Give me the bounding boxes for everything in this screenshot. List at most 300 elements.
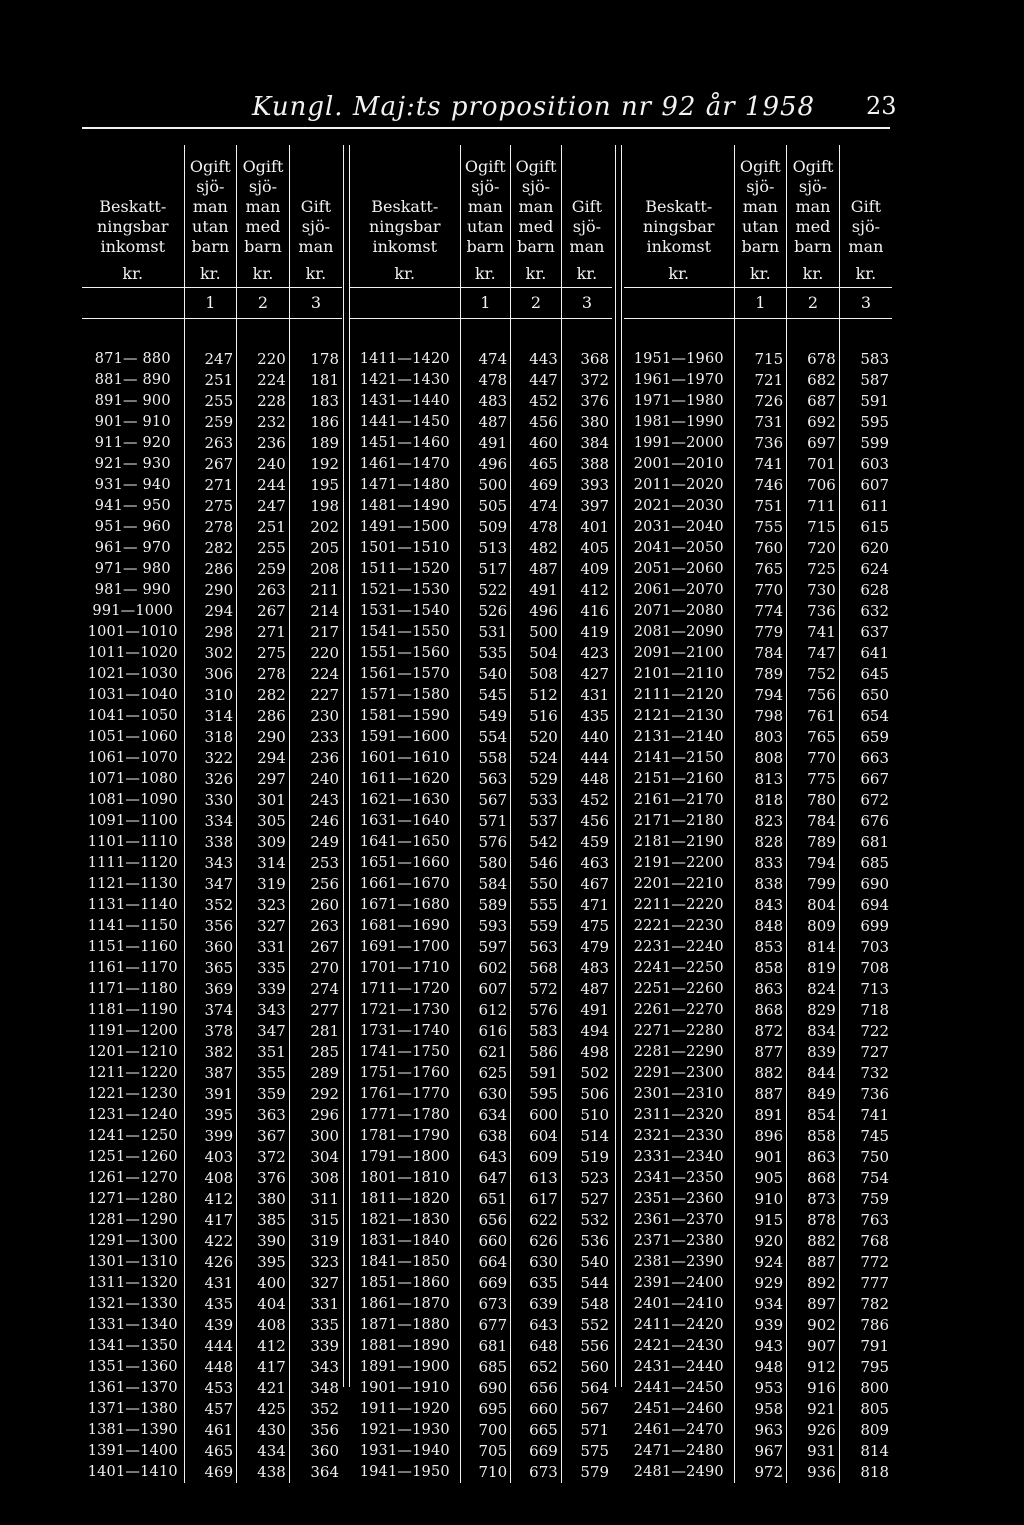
income-range-cell: 1281—1290 bbox=[82, 1210, 184, 1231]
income-range-cell: 2411—2420 bbox=[624, 1315, 734, 1336]
unmarried-no-children-cell: 302 bbox=[184, 643, 237, 664]
spacer-cell bbox=[460, 319, 511, 350]
unmarried-no-children-cell: 263 bbox=[184, 433, 237, 454]
table-row bbox=[350, 1273, 612, 1294]
income-range-cell: 2111—2120 bbox=[624, 685, 734, 706]
married-cell: 214 bbox=[310, 602, 339, 620]
table-row bbox=[624, 832, 892, 853]
married-header-line: man bbox=[298, 237, 334, 256]
unmarried-with-children-cell: 314 bbox=[237, 853, 290, 874]
table-row bbox=[82, 1336, 342, 1357]
married-cell: 818 bbox=[860, 1463, 889, 1481]
income-range-cell: 2331—2340 bbox=[624, 1147, 734, 1168]
unmarried-with-children-cell: 537 bbox=[511, 811, 562, 832]
married-cell: 736 bbox=[860, 1085, 889, 1103]
unmarried-no-children-cell: 360 bbox=[184, 937, 237, 958]
married-cell: 663 bbox=[860, 749, 889, 767]
table-row bbox=[350, 1105, 612, 1126]
unit-row bbox=[624, 261, 892, 288]
married-cell: 548 bbox=[580, 1295, 609, 1313]
married-cell: 514 bbox=[580, 1127, 609, 1145]
unmarried-no-children-cell: 813 bbox=[734, 769, 787, 790]
unmarried-no-children-cell: 621 bbox=[460, 1042, 511, 1063]
table-row bbox=[624, 1399, 892, 1420]
unmarried-with-children-cell: 491 bbox=[511, 580, 562, 601]
unmarried-with-children-cell: 916 bbox=[787, 1378, 840, 1399]
married-cell: 448 bbox=[580, 770, 609, 788]
married-cell: 575 bbox=[580, 1442, 609, 1460]
unmarried-no-children-cell: 705 bbox=[460, 1441, 511, 1462]
unmarried-with-children-cell: 447 bbox=[511, 370, 562, 391]
unmarried-no-children-cell: 755 bbox=[734, 517, 787, 538]
table-row bbox=[82, 1021, 342, 1042]
unmarried-no-children-cell: 607 bbox=[460, 979, 511, 1000]
income-range-cell: 1991—2000 bbox=[624, 433, 734, 454]
unmarried-with-children-header-line: barn bbox=[794, 237, 832, 256]
table-row bbox=[82, 1042, 342, 1063]
unmarried-with-children-cell: 294 bbox=[237, 748, 290, 769]
income-range-cell: 1271—1280 bbox=[82, 1189, 184, 1210]
unmarried-no-children-cell: 789 bbox=[734, 664, 787, 685]
unmarried-with-children-cell: 794 bbox=[787, 853, 840, 874]
unmarried-no-children-cell: 929 bbox=[734, 1273, 787, 1294]
income-header bbox=[82, 145, 184, 261]
income-range-cell: 1821—1830 bbox=[350, 1210, 460, 1231]
income-range-cell: 1091—1100 bbox=[82, 811, 184, 832]
married-cell: 681 bbox=[860, 833, 889, 851]
table-row bbox=[82, 1357, 342, 1378]
table-row bbox=[82, 517, 342, 538]
unmarried-no-children-cell: 399 bbox=[184, 1126, 237, 1147]
unmarried-no-children-cell: 448 bbox=[184, 1357, 237, 1378]
income-range-cell: 1181—1190 bbox=[82, 1000, 184, 1021]
unmarried-no-children-cell: 887 bbox=[734, 1084, 787, 1105]
unmarried-with-children-cell: 244 bbox=[237, 475, 290, 496]
unmarried-with-children-cell: 687 bbox=[787, 391, 840, 412]
unmarried-with-children-cell: 814 bbox=[787, 937, 840, 958]
unmarried-with-children-cell: 412 bbox=[237, 1336, 290, 1357]
unmarried-no-children-cell: 478 bbox=[460, 370, 511, 391]
unmarried-with-children-header-line: med bbox=[795, 217, 831, 236]
income-range-cell: 1611—1620 bbox=[350, 769, 460, 790]
married-header-line: Gift bbox=[850, 197, 882, 216]
married-cell: 805 bbox=[860, 1400, 889, 1418]
table-row bbox=[624, 1042, 892, 1063]
table-row bbox=[82, 475, 342, 496]
unmarried-with-children-header-line: med bbox=[245, 217, 281, 236]
married-cell: 224 bbox=[310, 665, 339, 683]
table-row bbox=[350, 958, 612, 979]
table-row bbox=[624, 916, 892, 937]
unmarried-no-children-cell: 948 bbox=[734, 1357, 787, 1378]
unmarried-with-children-cell: 586 bbox=[511, 1042, 562, 1063]
block-separator bbox=[615, 145, 622, 1387]
table-row bbox=[350, 1294, 612, 1315]
income-range-cell: 1941—1950 bbox=[350, 1462, 460, 1483]
unmarried-with-children-cell: 478 bbox=[511, 517, 562, 538]
unmarried-with-children-cell: 504 bbox=[511, 643, 562, 664]
married-cell: 431 bbox=[580, 686, 609, 704]
income-range-cell: 2001—2010 bbox=[624, 454, 734, 475]
unmarried-no-children-cell: 910 bbox=[734, 1189, 787, 1210]
table-row bbox=[350, 433, 612, 454]
unmarried-with-children-cell: 868 bbox=[787, 1168, 840, 1189]
unit-label: kr. bbox=[350, 261, 460, 288]
table-row bbox=[82, 454, 342, 475]
unmarried-no-children-header-line: barn bbox=[191, 237, 230, 256]
income-range-cell: 951— 960 bbox=[82, 517, 184, 538]
unmarried-with-children-cell: 434 bbox=[237, 1441, 290, 1462]
unmarried-with-children-cell: 849 bbox=[787, 1084, 840, 1105]
income-range-cell: 2191—2200 bbox=[624, 853, 734, 874]
unmarried-with-children-cell: 520 bbox=[511, 727, 562, 748]
unmarried-with-children-cell: 327 bbox=[237, 916, 290, 937]
married-cell: 676 bbox=[860, 812, 889, 830]
income-range-cell: 891— 900 bbox=[82, 391, 184, 412]
income-range-cell: 2351—2360 bbox=[624, 1189, 734, 1210]
unmarried-no-children-cell: 731 bbox=[734, 412, 787, 433]
unmarried-with-children-cell: 390 bbox=[237, 1231, 290, 1252]
table-row bbox=[82, 1063, 342, 1084]
married-cell: 459 bbox=[580, 833, 609, 851]
table-row bbox=[624, 664, 892, 685]
income-range-cell: 2321—2330 bbox=[624, 1126, 734, 1147]
unmarried-with-children-cell: 720 bbox=[787, 538, 840, 559]
table-row bbox=[82, 979, 342, 1000]
income-range-cell: 1521—1530 bbox=[350, 580, 460, 601]
married-cell: 198 bbox=[310, 497, 339, 515]
unmarried-with-children-cell: 761 bbox=[787, 706, 840, 727]
unmarried-with-children-cell: 335 bbox=[237, 958, 290, 979]
married-cell: 645 bbox=[860, 665, 889, 683]
married-cell: 599 bbox=[860, 434, 889, 452]
married-cell: 211 bbox=[310, 581, 339, 599]
income-range-cell: 2471—2480 bbox=[624, 1441, 734, 1462]
unmarried-no-children-cell: 669 bbox=[460, 1273, 511, 1294]
unmarried-with-children-cell: 474 bbox=[511, 496, 562, 517]
married-cell: 364 bbox=[310, 1463, 339, 1481]
unmarried-no-children-cell: 808 bbox=[734, 748, 787, 769]
income-range-cell: 2391—2400 bbox=[624, 1273, 734, 1294]
table-row bbox=[350, 1147, 612, 1168]
unmarried-no-children-cell: 784 bbox=[734, 643, 787, 664]
unmarried-no-children-cell: 374 bbox=[184, 1000, 237, 1021]
unit-label: kr. bbox=[82, 261, 184, 288]
unmarried-no-children-cell: 505 bbox=[460, 496, 511, 517]
unmarried-no-children-cell: 905 bbox=[734, 1168, 787, 1189]
table-row bbox=[82, 1273, 342, 1294]
column-number-blank bbox=[82, 288, 184, 319]
unmarried-with-children-cell: 259 bbox=[237, 559, 290, 580]
table-row bbox=[350, 622, 612, 643]
unmarried-no-children-cell: 853 bbox=[734, 937, 787, 958]
income-range-cell: 961— 970 bbox=[82, 538, 184, 559]
married-cell: 571 bbox=[580, 1421, 609, 1439]
unmarried-with-children-cell: 482 bbox=[511, 538, 562, 559]
married-cell: 384 bbox=[580, 434, 609, 452]
married-cell: 632 bbox=[860, 602, 889, 620]
married-cell: 405 bbox=[580, 539, 609, 557]
married-cell: 672 bbox=[860, 791, 889, 809]
unmarried-no-children-cell: 943 bbox=[734, 1336, 787, 1357]
column-number-blank bbox=[624, 288, 734, 319]
income-range-cell: 1931—1940 bbox=[350, 1441, 460, 1462]
unmarried-with-children-cell: 591 bbox=[511, 1063, 562, 1084]
unmarried-with-children-cell: 465 bbox=[511, 454, 562, 475]
unmarried-with-children-cell: 224 bbox=[237, 370, 290, 391]
unmarried-with-children-cell: 331 bbox=[237, 937, 290, 958]
unmarried-no-children-header-line: Ogift bbox=[739, 157, 781, 176]
unit-row bbox=[82, 261, 342, 288]
unmarried-with-children-cell: 711 bbox=[787, 496, 840, 517]
income-range-cell: 1951—1960 bbox=[624, 349, 734, 370]
unmarried-no-children-cell: 271 bbox=[184, 475, 237, 496]
married-cell: 440 bbox=[580, 728, 609, 746]
married-cell: 356 bbox=[310, 1421, 339, 1439]
unmarried-with-children-cell: 460 bbox=[511, 433, 562, 454]
unmarried-with-children-cell: 421 bbox=[237, 1378, 290, 1399]
married-cell: 595 bbox=[860, 413, 889, 431]
married-cell: 419 bbox=[580, 623, 609, 641]
income-range-cell: 1361—1370 bbox=[82, 1378, 184, 1399]
unmarried-with-children-cell: 741 bbox=[787, 622, 840, 643]
unmarried-no-children-cell: 634 bbox=[460, 1105, 511, 1126]
unmarried-with-children-cell: 550 bbox=[511, 874, 562, 895]
income-range-cell: 1331—1340 bbox=[82, 1315, 184, 1336]
table-row bbox=[350, 811, 612, 832]
income-header-line: Beskatt- bbox=[99, 197, 167, 216]
married-cell: 186 bbox=[310, 413, 339, 431]
income-range-cell: 1461—1470 bbox=[350, 454, 460, 475]
married-cell: 285 bbox=[310, 1043, 339, 1061]
table-row bbox=[350, 1441, 612, 1462]
column-number: 2 bbox=[237, 288, 290, 319]
married-cell: 607 bbox=[860, 476, 889, 494]
table-row bbox=[350, 1315, 612, 1336]
table-row bbox=[350, 664, 612, 685]
unmarried-no-children-cell: 417 bbox=[184, 1210, 237, 1231]
married-cell: 339 bbox=[310, 1337, 339, 1355]
unmarried-with-children-cell: 251 bbox=[237, 517, 290, 538]
unmarried-no-children-cell: 828 bbox=[734, 832, 787, 853]
table-row bbox=[350, 1252, 612, 1273]
unmarried-no-children-header bbox=[734, 145, 787, 261]
unmarried-no-children-cell: 387 bbox=[184, 1063, 237, 1084]
unmarried-no-children-cell: 625 bbox=[460, 1063, 511, 1084]
income-header-line: inkomst bbox=[646, 237, 712, 256]
unmarried-with-children-cell: 780 bbox=[787, 790, 840, 811]
spacer-cell bbox=[787, 319, 840, 350]
married-cell: 236 bbox=[310, 749, 339, 767]
married-cell: 809 bbox=[860, 1421, 889, 1439]
unmarried-no-children-cell: 391 bbox=[184, 1084, 237, 1105]
unmarried-no-children-cell: 882 bbox=[734, 1063, 787, 1084]
table-row bbox=[624, 370, 892, 391]
married-cell: 220 bbox=[310, 644, 339, 662]
income-range-cell: 2271—2280 bbox=[624, 1021, 734, 1042]
unmarried-with-children-cell: 736 bbox=[787, 601, 840, 622]
income-range-cell: 2211—2220 bbox=[624, 895, 734, 916]
unmarried-with-children-cell: 351 bbox=[237, 1042, 290, 1063]
unmarried-no-children-cell: 770 bbox=[734, 580, 787, 601]
unmarried-no-children-cell: 408 bbox=[184, 1168, 237, 1189]
unmarried-no-children-cell: 571 bbox=[460, 811, 511, 832]
income-range-cell: 2481—2490 bbox=[624, 1462, 734, 1483]
unmarried-with-children-cell: 648 bbox=[511, 1336, 562, 1357]
unmarried-no-children-cell: 526 bbox=[460, 601, 511, 622]
unmarried-no-children-cell: 457 bbox=[184, 1399, 237, 1420]
unmarried-with-children-header-line: man bbox=[795, 197, 831, 216]
table-row bbox=[350, 412, 612, 433]
unmarried-with-children-cell: 278 bbox=[237, 664, 290, 685]
income-range-cell: 1831—1840 bbox=[350, 1231, 460, 1252]
table-row bbox=[624, 748, 892, 769]
table-row bbox=[350, 643, 612, 664]
unmarried-no-children-cell: 403 bbox=[184, 1147, 237, 1168]
table-row bbox=[350, 874, 612, 895]
married-cell: 178 bbox=[310, 350, 339, 368]
married-cell: 611 bbox=[860, 497, 889, 515]
unmarried-no-children-cell: 412 bbox=[184, 1189, 237, 1210]
table-row bbox=[82, 727, 342, 748]
married-cell: 423 bbox=[580, 644, 609, 662]
married-cell: 452 bbox=[580, 791, 609, 809]
unmarried-no-children-cell: 326 bbox=[184, 769, 237, 790]
unmarried-no-children-cell: 915 bbox=[734, 1210, 787, 1231]
table-row bbox=[624, 1252, 892, 1273]
unmarried-with-children-cell: 297 bbox=[237, 769, 290, 790]
table-row bbox=[624, 1378, 892, 1399]
unmarried-with-children-cell: 430 bbox=[237, 1420, 290, 1441]
unmarried-no-children-header-line: utan bbox=[742, 217, 779, 236]
unmarried-with-children-cell: 643 bbox=[511, 1315, 562, 1336]
unmarried-no-children-cell: 774 bbox=[734, 601, 787, 622]
unmarried-with-children-cell: 692 bbox=[787, 412, 840, 433]
income-range-cell: 1241—1250 bbox=[82, 1126, 184, 1147]
table-row bbox=[82, 874, 342, 895]
table-row bbox=[624, 433, 892, 454]
spacer-cell bbox=[561, 319, 612, 350]
married-cell: 532 bbox=[580, 1211, 609, 1229]
table-row bbox=[350, 1168, 612, 1189]
unmarried-with-children-cell: 912 bbox=[787, 1357, 840, 1378]
unmarried-with-children-cell: 673 bbox=[511, 1462, 562, 1483]
unmarried-no-children-cell: 509 bbox=[460, 517, 511, 538]
married-cell: 527 bbox=[580, 1190, 609, 1208]
married-cell: 567 bbox=[580, 1400, 609, 1418]
income-range-cell: 1881—1890 bbox=[350, 1336, 460, 1357]
married-cell: 181 bbox=[310, 371, 339, 389]
table-row bbox=[624, 811, 892, 832]
married-cell: 519 bbox=[580, 1148, 609, 1166]
unmarried-with-children-cell: 819 bbox=[787, 958, 840, 979]
unmarried-no-children-cell: 352 bbox=[184, 895, 237, 916]
table-row bbox=[624, 1294, 892, 1315]
unmarried-with-children-cell: 380 bbox=[237, 1189, 290, 1210]
married-cell: 246 bbox=[310, 812, 339, 830]
table-row bbox=[82, 1252, 342, 1273]
unmarried-with-children-cell: 563 bbox=[511, 937, 562, 958]
unmarried-with-children-cell: 508 bbox=[511, 664, 562, 685]
married-cell: 754 bbox=[860, 1169, 889, 1187]
unit-label: kr. bbox=[511, 261, 562, 288]
unmarried-no-children-cell: 487 bbox=[460, 412, 511, 433]
unmarried-with-children-cell: 343 bbox=[237, 1000, 290, 1021]
unmarried-with-children-cell: 367 bbox=[237, 1126, 290, 1147]
income-range-cell: 2011—2020 bbox=[624, 475, 734, 496]
unmarried-with-children-cell: 617 bbox=[511, 1189, 562, 1210]
married-cell: 208 bbox=[310, 560, 339, 578]
column-number: 2 bbox=[787, 288, 840, 319]
married-cell: 732 bbox=[860, 1064, 889, 1082]
unmarried-no-children-cell: 444 bbox=[184, 1336, 237, 1357]
unit-label: kr. bbox=[576, 264, 598, 283]
table-row bbox=[82, 832, 342, 853]
married-cell: 360 bbox=[310, 1442, 339, 1460]
table-row bbox=[624, 1336, 892, 1357]
unmarried-with-children-cell: 529 bbox=[511, 769, 562, 790]
unit-label: kr. bbox=[787, 261, 840, 288]
unmarried-no-children-cell: 290 bbox=[184, 580, 237, 601]
married-header bbox=[561, 145, 612, 261]
income-range-cell: 1671—1680 bbox=[350, 895, 460, 916]
income-range-cell: 2361—2370 bbox=[624, 1210, 734, 1231]
unmarried-with-children-cell: 660 bbox=[511, 1399, 562, 1420]
unmarried-no-children-cell: 267 bbox=[184, 454, 237, 475]
unmarried-no-children-cell: 540 bbox=[460, 664, 511, 685]
married-cell: 494 bbox=[580, 1022, 609, 1040]
unit-row bbox=[350, 261, 612, 288]
table-row bbox=[350, 832, 612, 853]
income-range-cell: 2281—2290 bbox=[624, 1042, 734, 1063]
income-range-cell: 2231—2240 bbox=[624, 937, 734, 958]
income-range-cell: 991—1000 bbox=[82, 601, 184, 622]
married-cell: 253 bbox=[310, 854, 339, 872]
unmarried-with-children-header-line: sjö- bbox=[521, 177, 551, 196]
unmarried-no-children-cell: 833 bbox=[734, 853, 787, 874]
spacer-cell bbox=[184, 319, 237, 350]
income-range-cell: 2311—2320 bbox=[624, 1105, 734, 1126]
married-cell: 667 bbox=[860, 770, 889, 788]
income-range-cell: 2081—2090 bbox=[624, 622, 734, 643]
table-row bbox=[350, 853, 612, 874]
column-number: 3 bbox=[289, 288, 342, 319]
married-cell: 315 bbox=[310, 1211, 339, 1229]
income-header-line: inkomst bbox=[100, 237, 166, 256]
spacer-cell bbox=[237, 319, 290, 350]
married-header-line: Gift bbox=[571, 197, 603, 216]
unmarried-no-children-cell: 278 bbox=[184, 517, 237, 538]
unmarried-with-children-cell: 829 bbox=[787, 1000, 840, 1021]
tax-table-block bbox=[624, 145, 892, 1483]
table-row bbox=[624, 1000, 892, 1021]
table-row bbox=[82, 349, 342, 370]
unmarried-no-children-cell: 369 bbox=[184, 979, 237, 1000]
table-row bbox=[82, 433, 342, 454]
married-cell: 483 bbox=[580, 959, 609, 977]
header-rule bbox=[82, 127, 890, 129]
income-range-cell: 2371—2380 bbox=[624, 1231, 734, 1252]
unmarried-no-children-cell: 310 bbox=[184, 685, 237, 706]
married-cell: 189 bbox=[310, 434, 339, 452]
table-row bbox=[624, 580, 892, 601]
married-cell: 786 bbox=[860, 1316, 889, 1334]
table-row bbox=[350, 454, 612, 475]
income-range-cell: 1481—1490 bbox=[350, 496, 460, 517]
income-range-cell: 2401—2410 bbox=[624, 1294, 734, 1315]
unmarried-with-children-cell: 559 bbox=[511, 916, 562, 937]
income-range-cell: 1961—1970 bbox=[624, 370, 734, 391]
